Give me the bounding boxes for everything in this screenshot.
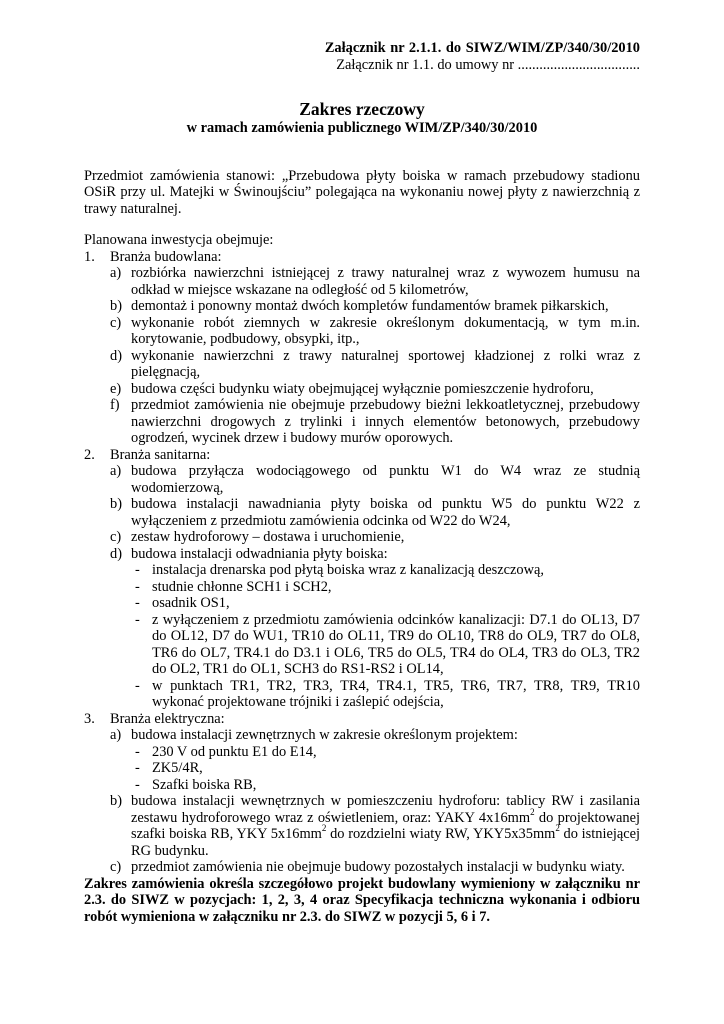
item-text: wykonanie nawierzchni z trawy naturalnej sportowej kładzionej z rolki wraz z pielęgnacją, (131, 347, 640, 380)
attachment-header-contract: Załącznik nr 1.1. do umowy nr .................................. (336, 56, 640, 73)
dash-text: z wyłączeniem z przedmiotu zamówienia odcinków kanalizacji: D7.1 do OL13, D7 do OL12, D7 do WU1, TR10 do OL11, TR9 do OL10, TR8 do OL9, TR7 do OL8, TR6 do OL7, TR4.1 do D3.1 i OL6, TR5 do OL5, TR4 do OL4, TR3 do OL3, TR2 do OL2, TR1 do OL1, SCH3 do RS1-RS2 i OL14, (152, 611, 640, 677)
item-text: budowa instalacji odwadniania płyty boiska: (131, 545, 388, 562)
dash-item (131, 678, 640, 711)
planned-heading: Planowana inwestycja obejmuje: (84, 232, 274, 248)
section-construction (84, 249, 640, 447)
superscript: 2 (530, 806, 535, 817)
list-item (110, 859, 640, 876)
item-text (131, 793, 640, 859)
item-text: budowa części budynku wiaty obejmującej wyłącznie pomieszczenie hydroforu, (131, 380, 594, 397)
item-letter: d) (110, 545, 122, 562)
item-text: przedmiot zamówienia nie obejmuje przebudowy bieżni lekkoatletycznej, przebudowy nawierzchni drogowych z trylinki i innych elementów betonowych, przebudowy ogrodzeń, wycinek drzew i budowy murów oporowych. (131, 397, 640, 446)
section-number: 2. (84, 446, 95, 463)
item-letter: e) (110, 380, 122, 397)
text-part: do rozdzielni wiaty RW, YKY5x35mm (326, 826, 556, 842)
item-text: budowa instalacji nawadniania płyty boiska od punktu W5 do punktu W22 z wyłączeniem z przedmiotu zamówienia odcinka od W22 do W24, (131, 496, 640, 529)
list-item (110, 496, 640, 529)
document-page (84, 40, 640, 925)
item-letter: c) (110, 314, 122, 331)
item-text: zestaw hydroforowy – dostawa i uruchomienie, (131, 529, 405, 545)
section-electrical (84, 711, 640, 876)
document-subtitle: w ramach zamówienia publicznego WIM/ZP/340/30/2010 (186, 120, 538, 136)
item-letter: c) (110, 859, 122, 875)
item-letter: c) (110, 529, 122, 545)
item-letter: a) (110, 265, 122, 281)
dash-marker: - (135, 578, 140, 595)
item-letter: b) (110, 298, 122, 314)
dash-item (131, 777, 640, 794)
dash-marker: - (135, 611, 140, 628)
superscript: 2 (321, 823, 327, 834)
section-sanitary (84, 447, 640, 711)
list-item (110, 348, 640, 381)
item-text: budowa przyłącza wodociągowego od punktu W1 do W4 wraz ze studnią wodomierzową, (131, 463, 640, 496)
dash-marker: - (135, 743, 140, 760)
dash-text: w punktach TR1, TR2, TR3, TR4, TR4.1, TR5, TR6, TR7, TR8, TR9, TR10 wykonać projektowane trójniki i zaślepić odejścia, (152, 677, 640, 710)
list-item (110, 793, 640, 859)
list-item (110, 265, 640, 298)
section-title: Branża budowlana: (110, 248, 222, 265)
item-text: rozbiórka nawierzchni istniejącej z trawy naturalnej wraz z wywozem humusu na odkład w miejsce wskazane na odległość od 5 kilometrów, (131, 265, 640, 298)
section-number: 3. (84, 710, 95, 727)
document-title: Zakres rzeczowy (299, 99, 425, 119)
text-part: do projektowanej szafki boiska RB, YKY 5x16mm (131, 809, 640, 842)
dash-item (131, 612, 640, 678)
list-item (110, 381, 640, 398)
dash-text: studnie chłonne SCH1 i SCH2, (152, 578, 332, 595)
dash-text: ZK5/4R, (152, 760, 203, 776)
dash-item (131, 579, 640, 596)
item-text: przedmiot zamówienia nie obejmuje budowy pozostałych instalacji w budynku wiaty. (131, 859, 625, 875)
dash-marker: - (135, 595, 140, 611)
item-text: demontaż i ponowny montaż dwóch kompletów fundamentów bramek piłkarskich, (131, 298, 609, 314)
section-title: Branża sanitarna: (110, 446, 211, 463)
dash-marker: - (135, 760, 140, 776)
attachment-header-siwz: Załącznik nr 2.1.1. do SIWZ/WIM/ZP/340/30/2010 (324, 40, 640, 56)
text-part: budowa instalacji wewnętrznych w pomieszczeniu hydroforu: tablicy RW i zasilania zestawu hydroforowego wraz z oświetleniem, oraz: YAKY 4x16mm (131, 793, 640, 826)
text-part: do istniejącej RG budynku. (131, 826, 641, 859)
item-letter: b) (110, 793, 122, 809)
dash-text: instalacja drenarska pod płytą boiska wraz z kanalizacją deszczową, (152, 562, 544, 578)
list-item (110, 727, 640, 793)
dash-item (131, 744, 640, 761)
item-letter: a) (110, 463, 122, 479)
dash-marker: - (135, 677, 140, 694)
list-item (110, 298, 640, 315)
list-item (110, 546, 640, 711)
dash-text: osadnik OS1, (152, 595, 230, 611)
item-letter: f) (110, 397, 120, 413)
item-text: budowa instalacji zewnętrznych w zakresie określonym projektem: (131, 727, 518, 743)
dash-text: 230 V od punktu E1 do E14, (152, 743, 317, 760)
dash-marker: - (135, 776, 140, 793)
list-item (110, 397, 640, 447)
dash-item (131, 595, 640, 612)
superscript: 2 (555, 823, 560, 834)
item-letter: d) (110, 347, 122, 364)
item-letter: a) (110, 727, 122, 743)
dash-marker: - (135, 562, 140, 578)
dash-item (131, 562, 640, 579)
item-letter: b) (110, 496, 122, 512)
dash-item (131, 760, 640, 777)
list-item (110, 463, 640, 496)
intro-paragraph: Przedmiot zamówienia stanowi: „Przebudowa płyty boiska w ramach przebudowy stadionu OSiR przy ul. Matejki w Świnoujściu” polegająca na wykonaniu nowej płyty z nawierzchnią z trawy naturalnej. (84, 167, 640, 217)
section-number: 1. (84, 248, 95, 265)
dash-text: Szafki boiska RB, (152, 776, 257, 793)
section-title: Branża elektryczna: (110, 710, 225, 727)
item-text: wykonanie robót ziemnych w zakresie określonym dokumentacją, w tym m.in. korytowanie, podbudowy, obsypki, itp., (131, 314, 640, 347)
list-item (110, 315, 640, 348)
final-paragraph: Zakres zamówienia określa szczegółowo projekt budowlany wymieniony w załączniku nr 2.3. do SIWZ w pozycjach: 1, 2, 3, 4 oraz Specyfikacja techniczna wykonania i odbioru robót wymieniona w załączniku nr 2.3. do SIWZ w pozycji 5, 6 i 7. (84, 875, 640, 925)
list-item (110, 529, 640, 546)
